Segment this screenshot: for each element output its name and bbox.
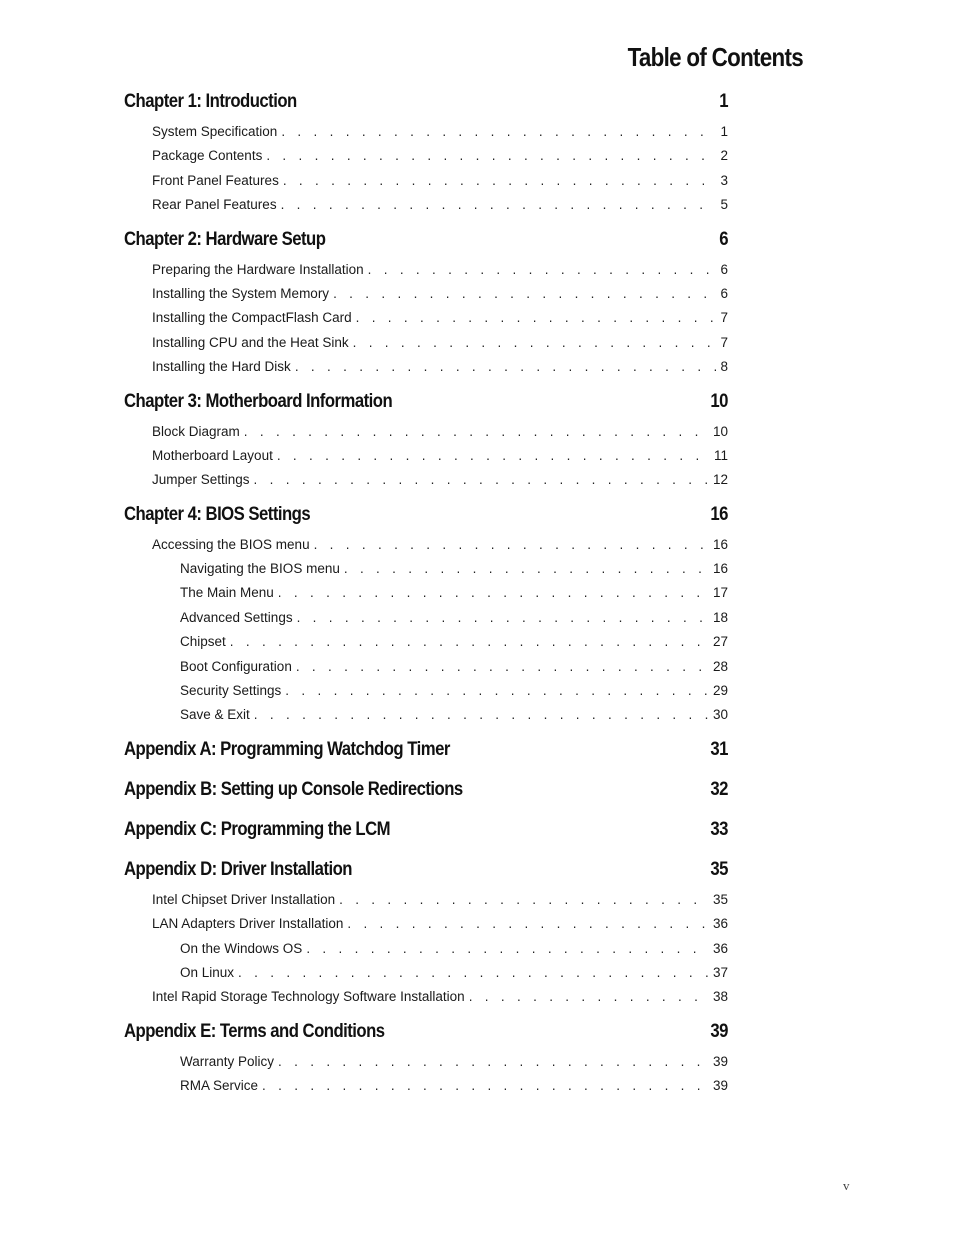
dot-leader — [297, 606, 709, 630]
chapter-title: Appendix A: Programming Watchdog Timer — [124, 738, 450, 760]
chapter-heading[interactable] — [124, 387, 728, 417]
page-number: v — [843, 1178, 850, 1193]
toc-entry-list — [124, 1050, 728, 1099]
chapter-page-number: 33 — [710, 818, 728, 840]
toc-entry[interactable] — [124, 985, 728, 1009]
toc-entry[interactable] — [124, 420, 728, 444]
toc-entry-list — [124, 258, 728, 380]
toc-entry-page-number: 7 — [720, 310, 728, 326]
dot-leader — [306, 937, 709, 961]
toc-entry-title: Installing the CompactFlash Card — [152, 310, 352, 326]
toc-section — [124, 1017, 728, 1099]
chapter-heading[interactable] — [124, 815, 728, 845]
dot-leader — [347, 912, 709, 936]
toc-entry-page-number: 7 — [720, 334, 728, 350]
toc-entry-title: On the Windows OS — [180, 940, 303, 956]
toc-entry-title: Motherboard Layout — [152, 447, 273, 463]
dot-leader — [278, 1050, 709, 1074]
toc-entry-page-number: 3 — [720, 172, 728, 188]
toc-section — [124, 387, 728, 493]
toc-entry-title: Navigating the BIOS menu — [180, 561, 340, 577]
toc-entry-page-number: 11 — [713, 447, 728, 463]
dot-leader — [238, 961, 709, 985]
toc-entry-page-number: 39 — [712, 1078, 728, 1094]
dot-leader — [281, 120, 716, 144]
chapter-page-number: 31 — [710, 738, 728, 760]
dot-leader — [353, 331, 717, 355]
toc-entry-page-number: 35 — [712, 891, 728, 907]
toc-entry-page-number: 16 — [712, 561, 728, 577]
toc-entry-title: Block Diagram — [152, 423, 240, 439]
toc-entry-page-number: 10 — [712, 423, 728, 439]
toc-entry-page-number: 1 — [720, 124, 728, 139]
chapter-page-number: 35 — [710, 858, 728, 880]
toc-section — [124, 815, 728, 852]
toc-entry-page-number: 2 — [720, 148, 728, 164]
chapter-heading[interactable] — [124, 775, 728, 805]
chapter-title: Chapter 4: BIOS Settings — [124, 503, 311, 525]
toc-entry[interactable] — [124, 630, 728, 654]
chapter-heading[interactable] — [124, 735, 728, 765]
toc-entry[interactable] — [124, 144, 728, 168]
toc-entry-title: Preparing the Hardware Installation — [152, 261, 364, 277]
toc-entry-title: Advanced Settings — [180, 609, 293, 625]
toc-entry-page-number: 8 — [720, 359, 728, 375]
dot-leader — [254, 703, 709, 727]
toc-entry-title: Front Panel Features — [152, 172, 279, 188]
toc-entry[interactable] — [124, 444, 728, 468]
toc-section — [124, 500, 728, 728]
chapter-title: Chapter 1: Introduction — [124, 91, 297, 112]
dot-leader — [339, 888, 709, 912]
toc-section — [124, 855, 728, 1010]
chapter-page-number: 39 — [710, 1020, 728, 1042]
chapter-heading[interactable] — [124, 500, 728, 530]
chapter-heading[interactable] — [124, 1017, 728, 1047]
toc-entry-page-number: 16 — [712, 536, 728, 552]
dot-leader — [244, 420, 709, 444]
toc-entry-title: On Linux — [180, 964, 235, 980]
chapter-page-number: 16 — [710, 503, 728, 525]
toc-entry[interactable] — [124, 655, 728, 679]
chapter-title: Appendix B: Setting up Console Redirections — [124, 778, 463, 800]
toc-entry-title: LAN Adapters Driver Installation — [152, 916, 344, 932]
toc-entry[interactable] — [124, 331, 728, 355]
dot-leader — [356, 306, 717, 330]
toc-entry-title: Security Settings — [180, 683, 282, 699]
toc-entry[interactable] — [124, 306, 728, 330]
toc-entry[interactable] — [124, 581, 728, 605]
toc-entry[interactable] — [124, 120, 728, 144]
toc-entry[interactable] — [124, 606, 728, 630]
toc-entry-page-number: 39 — [712, 1053, 728, 1069]
toc-entry[interactable] — [124, 1050, 728, 1074]
dot-leader — [230, 630, 709, 654]
toc-entry-page-number: 30 — [712, 707, 728, 723]
dot-leader — [344, 557, 709, 581]
chapter-heading[interactable] — [124, 225, 728, 255]
toc-entry[interactable] — [124, 703, 728, 727]
toc-entry-page-number: 5 — [720, 197, 728, 213]
toc-entry[interactable] — [124, 557, 728, 581]
toc-entry-title: Rear Panel Features — [152, 197, 277, 213]
toc-entry-title: Intel Rapid Storage Technology Software Installation — [152, 989, 465, 1005]
toc-entry[interactable] — [124, 468, 728, 492]
dot-leader — [277, 444, 710, 468]
chapter-title: Appendix E: Terms and Conditions — [124, 1020, 385, 1042]
toc-entry-title: System Specification — [152, 124, 278, 139]
toc-entry-page-number: 38 — [712, 989, 728, 1005]
section-spacer — [124, 845, 728, 852]
dot-leader — [266, 144, 716, 168]
dot-leader — [296, 655, 709, 679]
toc-entry-title: Save & Exit — [180, 707, 250, 723]
toc-entry-page-number: 12 — [712, 472, 728, 488]
chapter-title: Chapter 3: Motherboard Information — [124, 390, 393, 412]
chapter-heading[interactable] — [124, 855, 728, 885]
section-spacer — [124, 765, 728, 772]
toc-entry[interactable] — [124, 533, 728, 557]
toc-entry-list — [124, 420, 728, 493]
toc-entry-list — [124, 533, 728, 728]
toc-entry[interactable] — [124, 258, 728, 282]
toc-entry[interactable] — [124, 193, 728, 217]
dot-leader — [262, 1074, 709, 1098]
toc-entry-page-number: 28 — [712, 658, 728, 674]
toc-entry-title: Installing CPU and the Heat Sink — [152, 334, 349, 350]
dot-leader — [469, 985, 709, 1009]
toc-section — [124, 87, 728, 218]
chapter-heading[interactable] — [124, 87, 728, 117]
section-spacer — [124, 805, 728, 812]
toc-entry-page-number: 36 — [712, 916, 728, 932]
dot-leader — [295, 355, 717, 379]
toc-entry-title: Accessing the BIOS menu — [152, 536, 310, 552]
toc-entry-title: Chipset — [180, 634, 226, 650]
toc-entry[interactable] — [124, 937, 728, 961]
dot-leader — [283, 169, 717, 193]
toc-entry-title: Warranty Policy — [180, 1053, 275, 1069]
toc-entry-list — [124, 120, 728, 218]
toc-entry[interactable] — [124, 679, 728, 703]
table-of-contents — [124, 84, 728, 1106]
dot-leader — [333, 282, 716, 306]
toc-entry-page-number: 18 — [712, 609, 728, 625]
toc-entry-title: The Main Menu — [180, 585, 274, 601]
dot-leader — [285, 679, 709, 703]
toc-entry[interactable] — [124, 355, 728, 379]
toc-entry-title: Package Contents — [152, 148, 263, 164]
dot-leader — [314, 533, 709, 557]
dot-leader — [278, 581, 709, 605]
toc-section — [124, 735, 728, 772]
dot-leader — [281, 193, 717, 217]
dot-leader — [254, 468, 709, 492]
toc-entry-title: Intel Chipset Driver Installation — [152, 891, 336, 907]
toc-entry[interactable] — [124, 961, 728, 985]
toc-entry-page-number: 27 — [712, 634, 728, 650]
toc-entry[interactable] — [124, 1074, 728, 1098]
toc-entry-page-number: 6 — [720, 261, 728, 277]
toc-entry-title: Jumper Settings — [152, 472, 250, 488]
toc-entry-title: Boot Configuration — [180, 658, 292, 674]
chapter-page-number: 10 — [710, 390, 728, 412]
toc-section — [124, 775, 728, 812]
toc-entry[interactable] — [124, 912, 728, 936]
toc-section — [124, 225, 728, 380]
toc-entry-page-number: 6 — [720, 285, 728, 301]
chapter-title: Appendix D: Driver Installation — [124, 858, 352, 880]
toc-entry-page-number: 17 — [712, 585, 728, 601]
toc-entry-title: RMA Service — [180, 1078, 259, 1094]
toc-entry-title: Installing the Hard Disk — [152, 359, 291, 375]
toc-entry[interactable] — [124, 169, 728, 193]
chapter-page-number: 6 — [719, 228, 728, 250]
toc-entry-page-number: 36 — [712, 940, 728, 956]
toc-entry-page-number: 29 — [712, 683, 728, 699]
toc-entry[interactable] — [124, 282, 728, 306]
dot-leader — [368, 258, 717, 282]
toc-entry-title: Installing the System Memory — [152, 285, 330, 301]
toc-entry-page-number: 37 — [712, 964, 728, 980]
toc-entry[interactable] — [124, 888, 728, 912]
chapter-page-number: 1 — [719, 91, 728, 112]
chapter-title: Appendix C: Programming the LCM — [124, 818, 391, 840]
chapter-page-number: 32 — [710, 778, 728, 800]
page-title: Table of Contents — [627, 42, 803, 72]
chapter-title: Chapter 2: Hardware Setup — [124, 228, 326, 250]
toc-entry-list — [124, 888, 728, 1010]
